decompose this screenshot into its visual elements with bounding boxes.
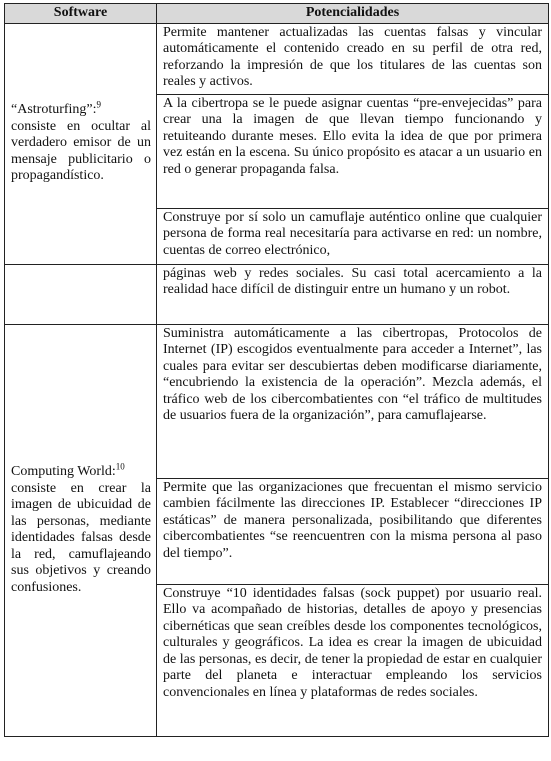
software-cell-computing-world (5, 324, 157, 736)
software-name: Computing World: (11, 464, 116, 479)
table-row (5, 264, 549, 324)
potential-cell-continuation: páginas web y redes sociales. Su casi total acercamiento a la realidad hace difícil de distinguir entre un humano y un robot. (157, 264, 549, 324)
potential-cell: Suministra automáticamente a las cibertropas, Protocolos de Internet (IP) escogidos eventualmente para acceder a Internet”, las cuales para evitar ser descubiertas deben modificarse diariamente, “encubriendo la existencia de la operación”. Mezcla además, el tráfico web de los cibercombatientes con “el tráfico de multitudes de usuarios fuera de la organización”, para camuflajearse. (157, 324, 549, 478)
empty-software-cell (5, 264, 157, 324)
potential-cell: Construye por sí solo un camuflaje auténtico online que cualquier persona de forma real necesitaría para activarse en red: un nombre, cuentas de correo electrónico, (157, 208, 549, 264)
potential-cell: Permite que las organizaciones que frecuentan el mismo servicio cambien fácilmente las direcciones IP. Establecer “direcciones IP estáticas” de manera personalizada, posibilitando que diferentes cibercombatientes “se reencuentren con la misma persona al paso del tiempo”. (157, 478, 549, 584)
software-description: consiste en crear la imagen de ubicuidad de las personas, mediante identidades falsas desde la red, camuflajeando sus objetivos y creando confusiones. (11, 480, 151, 595)
table-row (5, 324, 549, 478)
software-name: “Astroturfing”: (11, 102, 97, 118)
software-cell-astroturfing (5, 23, 157, 264)
potential-cell: Permite mantener actualizadas las cuentas falsas y vincular automáticamente el contenido creado en su perfil de otra red, reforzando la impresión de que los titulares de las cuentas son reales y activos. (157, 23, 549, 94)
software-description: consiste en ocultar al verdadero emisor de un mensaje publicitario o propagandístico. (11, 118, 151, 184)
table-row (5, 23, 549, 94)
potential-cell: A la cibertropa se le puede asignar cuentas “pre-envejecidas” para crear una la imagen de que llevan tiempo funcionando y retuiteando durante meses. Ello evita la idea de que por primera vez están en la escena. Su único propósito es atacar a un usuario en red o generar propaganda falsa. (157, 94, 549, 208)
software-potentialities-table (4, 3, 549, 737)
footnote-ref: 10 (115, 461, 125, 472)
potential-cell: Construye “10 identidades falsas (sock puppet) por usuario real. Ello va acompañado de historias, detalles de apoyo y presencias cibernéticas que sean creíbles desde los componentes tecnológicos, culturales y geográficos. La idea es crear la imagen de ubicuidad de las personas, es decir, de tener la propiedad de estar en cualquier parte del planeta e interactuar empleando los servicios convencionales en línea y plataformas de redes sociales. (157, 584, 549, 736)
table-header-row (5, 4, 549, 24)
footnote-ref: 9 (96, 99, 102, 110)
header-software: Software (5, 4, 157, 24)
header-potencialidades: Potencialidades (157, 4, 549, 24)
